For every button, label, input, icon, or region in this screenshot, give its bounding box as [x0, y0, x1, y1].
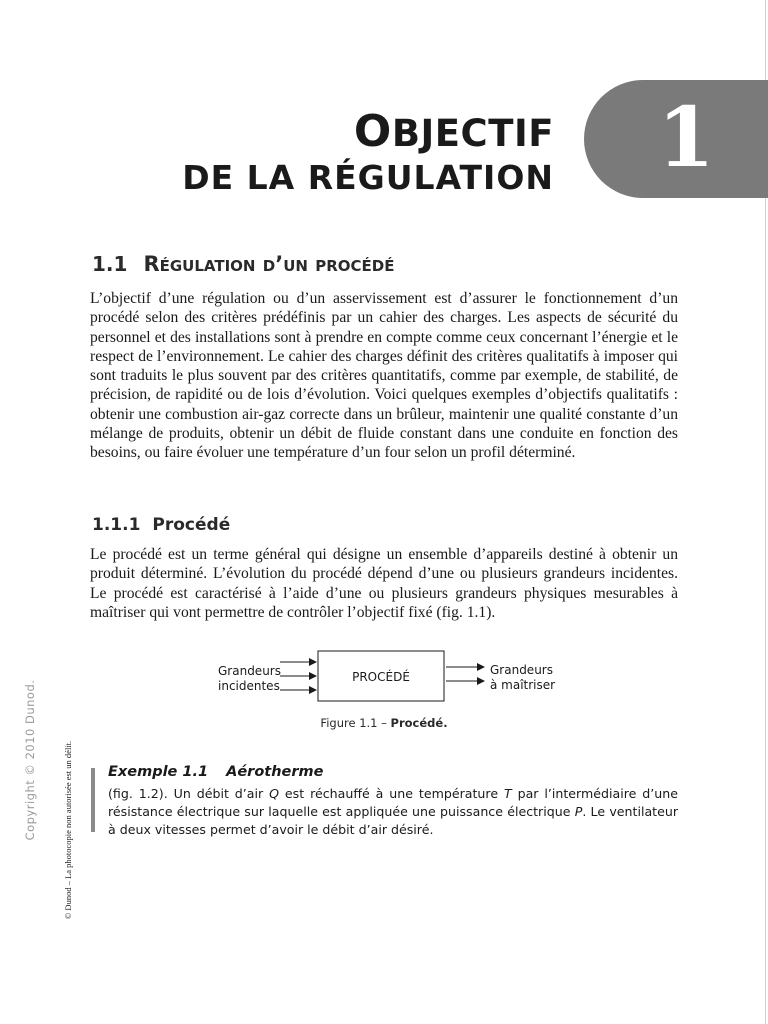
chapter-title-rest: BJECTIF [391, 112, 554, 155]
variable-t: T [503, 786, 512, 801]
section-paragraph: L’objectif d’une régulation ou d’un asservissement est d’assurer le fonctionnement d’un procédé selon des critères prédéfinis par un cahier des charges. Les aspects de sécurité du personnel et des installations sont à prendre en compte comme ceux concernant l’énergie et le respect de l’environnement. Le cahier des charges définit des critères qualitatifs à imposer qui sont traduits le plus souvent par des critères quantitatifs, comme par exemple, de stabilité, de précision, de rapidité ou de lois d’évolution. Voici quelques exemples d’objectifs qualitatifs : obtenir une combustion air-gaz correcte dans un brûleur, maintenir une qualité constante d’un mélange de produits, obtenir un débit de fluide constant dans une conduite en fonction des besoins, ou faire évoluer une température d’un four selon un profil déterminé. [90, 290, 678, 462]
chapter-number: 1 [657, 90, 715, 186]
section-number: 1.1 [92, 252, 128, 276]
copyright-notice: Copyright © 2010 Dunod. [23, 679, 37, 841]
input-label [218, 664, 281, 694]
chapter-title-initial: O [353, 106, 392, 157]
figure-caption-title: Procédé. [390, 716, 448, 730]
example-title [108, 764, 323, 780]
output-label [490, 663, 555, 693]
chapter-title-line1 [182, 108, 554, 156]
example-text: est réchauffé à une température [279, 786, 504, 801]
example-name: Aérotherme [226, 764, 324, 780]
input-label-line1: Grandeurs [218, 664, 281, 678]
example-bar [91, 768, 95, 832]
output-label-line1: Grandeurs [490, 663, 553, 677]
subsection-title: Procédé [152, 515, 231, 535]
example-number: Exemple 1.1 [108, 764, 209, 780]
subsection-heading [92, 515, 230, 535]
figure-caption [0, 716, 768, 730]
example-body [108, 785, 678, 839]
figure-caption-number: Figure 1.1 – [320, 716, 387, 730]
variable-q: Q [269, 786, 280, 801]
process-box-label: PROCÉDÉ [352, 670, 410, 684]
output-label-line2: à maîtriser [490, 678, 556, 692]
subsection-paragraph: Le procédé est un terme général qui désigne un ensemble d’appareils destiné à obtenir un produit déterminé. L’évolution du procédé dépend d’une ou plusieurs grandeurs incidentes. Le procédé est caractérisé à l’aide d’une ou plusieurs grandeurs physiques mesurables à maîtriser qui vont permettre de contrôler l’objectif fixé (fig. 1.1). [90, 546, 678, 621]
section-heading [92, 252, 395, 276]
chapter-title [182, 108, 554, 195]
example-text: (fig. 1.2). Un débit d’air [108, 786, 270, 801]
input-label-line2: incidentes [218, 679, 280, 693]
process-diagram [210, 648, 570, 708]
section-title: Régulation d’un procédé [143, 252, 395, 276]
example-text: . Le ventilateur à deux vitesses permet d’avoir le débit d’air désiré. [108, 804, 679, 837]
photocopy-notice: © Dunod – La photocopie non autorisée est un délit. [63, 740, 73, 920]
subsection-number: 1.1.1 [92, 515, 141, 535]
example-text: par l’intermédiaire d’une résistance électrique sur laquelle est appliquée une puissance électrique [108, 786, 678, 819]
chapter-title-line2: DE LA RÉGULATION [182, 157, 554, 197]
variable-p: P [574, 804, 583, 819]
